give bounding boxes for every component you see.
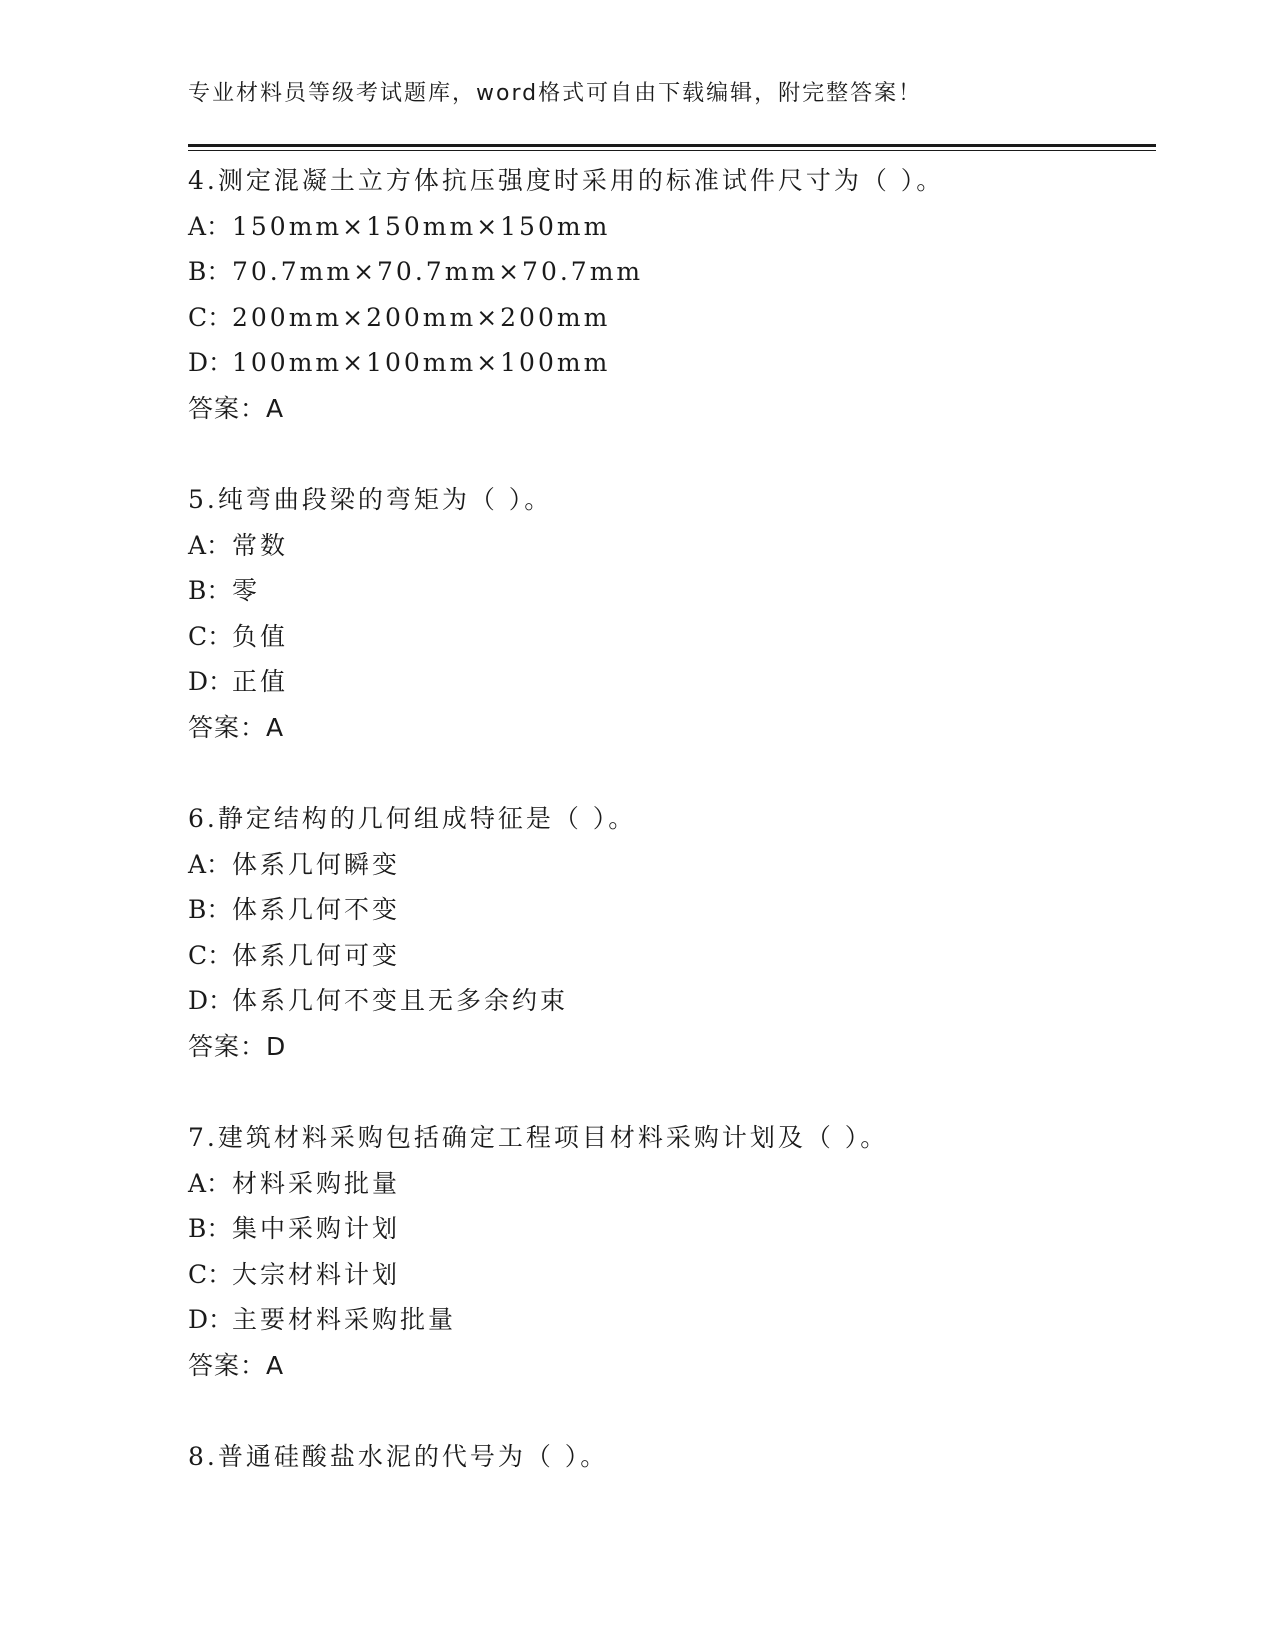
answer-line: 答案：A [188,1350,285,1380]
option-letter: A： [188,1168,232,1198]
option-letter: A： [188,211,232,241]
question-list [188,158,1156,1480]
question-stem: 4.测定混凝土立方体抗压强度时采用的标准试件尺寸为（ ）。 [188,166,945,195]
option-a [188,204,1156,250]
option-letter: A： [188,530,232,560]
question-stem: 7.建筑材料采购包括确定工程项目材料采购计划及（ ）。 [188,1123,889,1152]
page-header: 专业材料员等级考试题库，word格式可自由下载编辑，附完整答案！ [188,81,923,106]
option-text: 负值 [232,621,289,651]
option-letter: D： [188,986,234,1015]
option-text: 零 [232,576,261,605]
question-stem: 6.静定结构的几何组成特征是（ ）。 [188,804,637,833]
option-letter: B： [188,1214,232,1243]
question-7 [188,1115,1156,1388]
option-letter: B： [188,895,232,924]
spacer [188,1388,1156,1434]
option-letter: C： [188,1259,233,1289]
option-text: 150mm×150mm×150mm [232,211,611,241]
question-8 [188,1434,1156,1480]
option-text: 体系几何可变 [232,940,401,970]
option-text: 体系几何不变 [232,895,401,924]
option-a [188,842,1156,888]
option-letter: D： [188,667,234,696]
option-d [188,978,1156,1024]
option-text: 正值 [232,667,289,696]
option-letter: C： [188,940,233,970]
answer-line: 答案：D [188,1031,287,1061]
option-text: 常数 [232,530,289,560]
question-stem: 5.纯弯曲段梁的弯矩为（ ）。 [188,485,553,514]
option-c [188,1252,1156,1298]
option-a [188,1161,1156,1207]
spacer [188,750,1156,796]
option-letter: D： [188,1305,234,1334]
option-b [188,249,1156,295]
header-rule-thick [188,144,1156,147]
option-letter: D： [188,348,234,377]
spacer [188,1069,1156,1115]
option-letter: B： [188,576,232,605]
option-a [188,523,1156,569]
option-d [188,1297,1156,1343]
question-5 [188,477,1156,750]
option-b [188,1206,1156,1252]
option-d [188,659,1156,705]
option-text: 材料采购批量 [232,1168,401,1198]
question-stem: 8.普通硅酸盐水泥的代号为（ ）。 [188,1442,609,1471]
option-c [188,614,1156,660]
option-text: 体系几何不变且无多余约束 [232,986,569,1015]
spacer [188,431,1156,477]
option-text: 大宗材料计划 [232,1259,401,1289]
option-d [188,340,1156,386]
question-4 [188,158,1156,431]
option-b [188,568,1156,614]
question-6 [188,796,1156,1069]
option-letter: A： [188,849,232,879]
option-letter: C： [188,302,233,332]
option-letter: B： [188,257,232,286]
option-c [188,295,1156,341]
option-text: 70.7mm×70.7mm×70.7mm [232,257,644,286]
answer-line: 答案：A [188,393,285,423]
header-rule-thin [188,150,1156,151]
option-letter: C： [188,621,233,651]
option-c [188,933,1156,979]
option-b [188,887,1156,933]
option-text: 集中采购计划 [232,1214,401,1243]
option-text: 主要材料采购批量 [232,1305,457,1334]
option-text: 100mm×100mm×100mm [232,348,611,377]
answer-line: 答案：A [188,712,285,742]
option-text: 200mm×200mm×200mm [232,302,611,332]
option-text: 体系几何瞬变 [232,849,401,879]
